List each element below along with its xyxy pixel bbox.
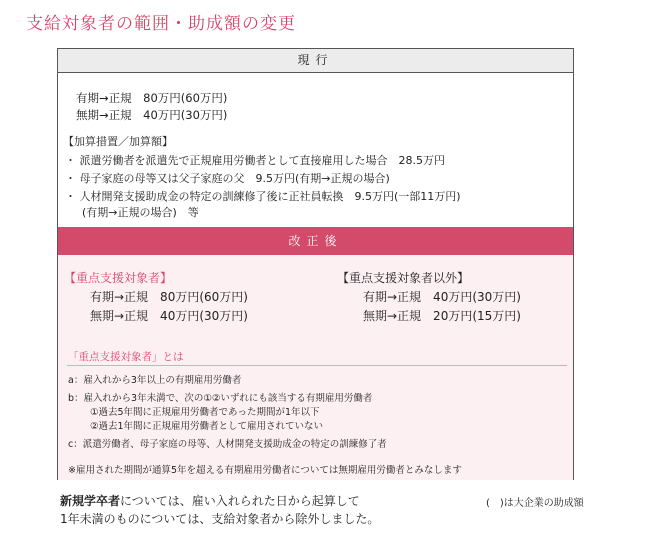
definition-c: c：派遣労働者、母子家庭の母等、人材開発支援助成金の特定の訓練修了者 [68,439,387,450]
addition-bullet-3-cont: (有期→正規の場合) 等 [82,206,199,219]
addition-bullet-3: ・ 人材開発支援助成金の特定の訓練修了後に正社員転換 9.5万円(一部11万円) [65,190,461,203]
footer-line-2: 1年未満のものについては、支給対象者から除外しました。 [60,512,380,526]
priority-heading: 【重点支援対象者】 [64,271,173,285]
addition-bullet-1: ・ 派遣労働者を派遣先で正規雇用労働者として直接雇用した場合 28.5万円 [65,154,445,167]
footer-bold-term: 新規学卒者 [60,494,121,508]
footer-line-1 [60,492,360,509]
non-priority-heading: 【重点支援対象者以外】 [337,271,470,285]
current-line-fixed-term: 有期→正規 80万円(60万円) [76,91,228,105]
definition-divider [67,365,567,366]
page-title: 支給対象者の範囲・助成額の変更 [26,14,296,34]
definition-b-1: ①過去5年間に正規雇用労働者であった期間が1年以下 [90,407,320,418]
footer-line-1-rest: については、雇い入れられた日から起算して [120,494,360,508]
addition-bullet-2: ・ 母子家庭の母等又は父子家庭の父 9.5万円(有期→正規の場合) [65,172,390,185]
current-line-indefinite-term: 無期→正規 40万円(30万円) [76,108,228,122]
footer-note: ( )は大企業の助成額 [486,498,584,509]
definition-b-2: ②過去1年間に正規雇用労働者として雇用されていない [90,421,324,432]
current-header: 現行 [58,49,573,73]
comparison-frame [57,48,574,480]
definition-b: b：雇入れから3年未満で、次の①②いずれにも該当する有期雇用労働者 [68,393,373,404]
current-section [58,73,573,227]
priority-line-fixed-term: 有期→正規 80万円(60万円) [90,290,248,304]
non-priority-line-fixed-term: 有期→正規 40万円(30万円) [363,290,521,304]
non-priority-line-indefinite-term: 無期→正規 20万円(15万円) [363,309,521,323]
priority-line-indefinite-term: 無期→正規 40万円(30万円) [90,309,248,323]
addition-heading: 【加算措置／加算額】 [63,135,173,148]
revised-header: 改正後 [58,227,573,255]
revised-section [58,255,573,480]
revised-note: ※雇用された期間が通算5年を超える有期雇用労働者については無期雇用労働者とみなします [68,465,462,476]
definition-a: a：雇入れから3年以上の有期雇用労働者 [68,375,242,386]
definition-heading: 「重点支援対象者」とは [68,351,184,363]
